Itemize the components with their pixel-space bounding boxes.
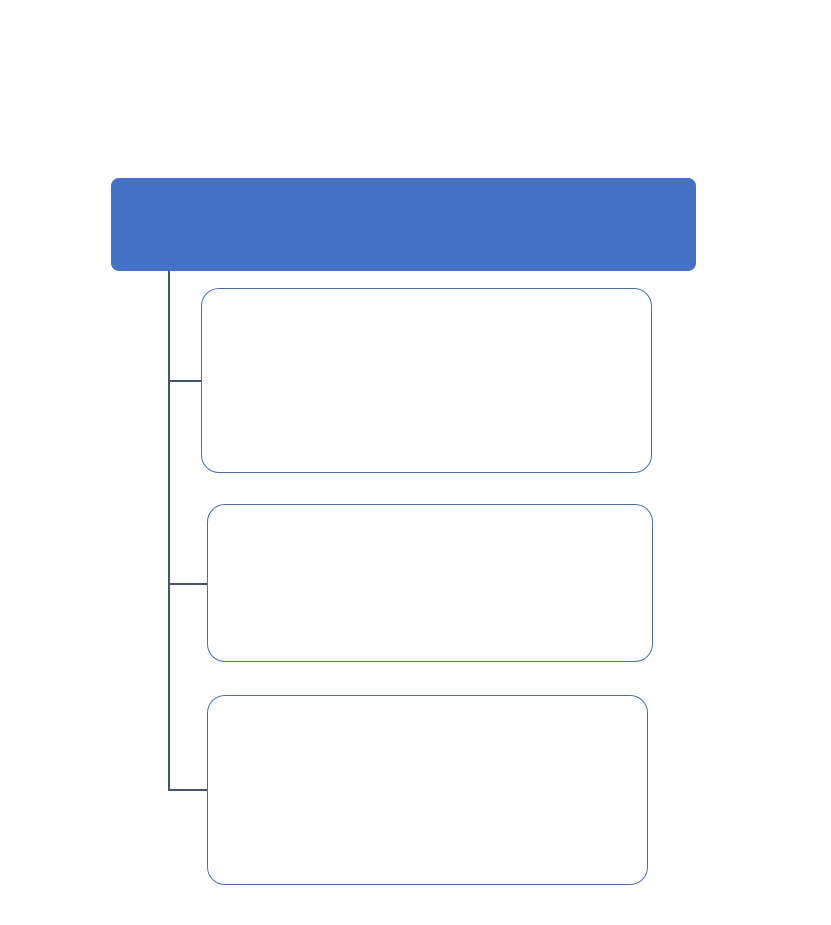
sezione-2-node — [207, 504, 653, 662]
sezione-3-node — [207, 695, 648, 885]
connector-sezione-1 — [168, 380, 202, 382]
connector-sezione-2 — [168, 583, 208, 585]
vertical-connector — [168, 271, 170, 791]
sezione-1-node — [201, 288, 652, 473]
procuratore-node — [111, 178, 696, 271]
connector-sezione-3 — [168, 789, 208, 791]
